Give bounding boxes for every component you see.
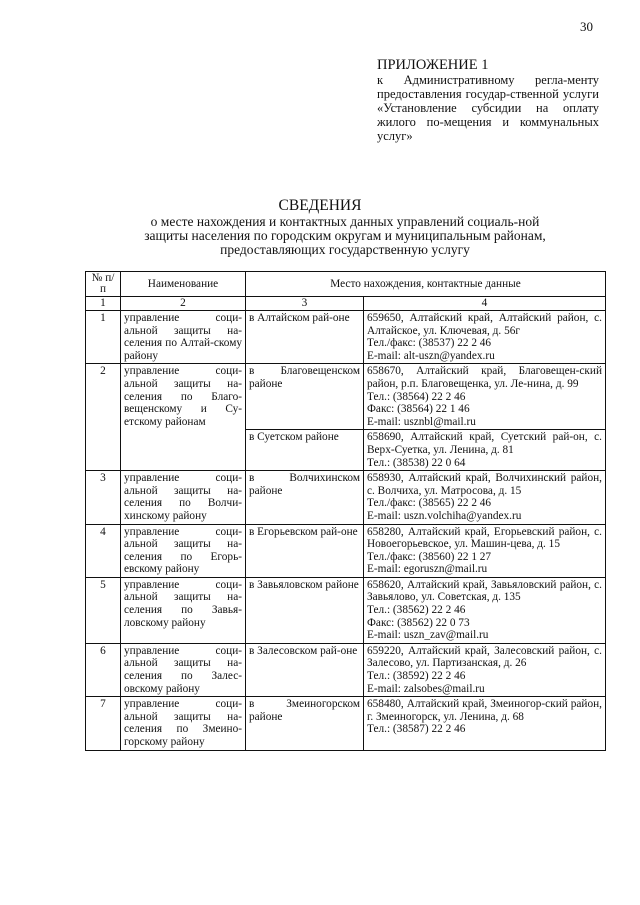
table-row bbox=[86, 577, 606, 643]
district: в Завьяловском районе bbox=[246, 577, 364, 643]
phone: Тел.: (38538) 22 0 64 bbox=[367, 456, 466, 469]
office-name: управление соци-альной защиты на-селения по Змеино-горскому району bbox=[121, 697, 246, 750]
table-header-row bbox=[86, 272, 606, 297]
office-name: управление соци-альной защиты на-селения по Завья-ловскому району bbox=[121, 577, 246, 643]
office-name: управление соци-альной защиты на-селения по Алтай-скому району bbox=[121, 311, 246, 364]
address: 658670, Алтайский край, Благовещен-ский район, р.п. Благовещенка, ул. Ле-нина, д. 99 bbox=[367, 365, 602, 390]
table-row bbox=[86, 643, 606, 696]
contacts-cell bbox=[364, 311, 606, 364]
phone: Тел.: (38562) 22 2 46 bbox=[367, 604, 466, 617]
address: 658930, Алтайский край, Волчихинский район, с. Волчиха, ул. Матросова, д. 15 bbox=[367, 472, 602, 497]
phone: Тел.: (38587) 22 2 46 bbox=[367, 723, 466, 736]
address: 658690, Алтайский край, Суетский рай-он, с. Верх-Суетка, ул. Ленина, д. 81 bbox=[367, 431, 602, 456]
header-location: Место нахождения, контактные данные bbox=[246, 272, 606, 297]
phone: Тел./факс: (38537) 22 2 46 bbox=[367, 337, 492, 350]
district: в Волчихинском районе bbox=[246, 471, 364, 524]
email: E-mail: egoruszn@mail.ru bbox=[367, 563, 488, 576]
office-name: управление соци-альной защиты на-селения по Благо-вещенскому и Су-етскому районам bbox=[121, 364, 246, 471]
office-name: управление соци-альной защиты на-селения по Егорь-евскому району bbox=[121, 524, 246, 577]
address: 658280, Алтайский край, Егорьевский район, с. Новоегорьевское, ул. Машин-цева, д. 15 bbox=[367, 525, 602, 551]
district: в Залесовском рай-оне bbox=[246, 643, 364, 696]
row-number: 4 bbox=[86, 524, 121, 577]
contacts-cell bbox=[364, 697, 606, 750]
contacts-cell bbox=[364, 471, 606, 524]
header-name: Наименование bbox=[121, 272, 246, 297]
column-number: 3 bbox=[246, 297, 364, 311]
contacts-cell bbox=[364, 577, 606, 643]
district: в Суетском районе bbox=[246, 430, 364, 471]
phone: Тел.: (38592) 22 2 46 bbox=[367, 670, 466, 683]
address: 659220, Алтайский край, Залесовский район, с. Залесово, ул. Партизанская, д. 26 bbox=[367, 644, 602, 670]
address: 659650, Алтайский край, Алтайский район, с. Алтайское, ул. Ключевая, д. 56г bbox=[367, 312, 602, 337]
table-row bbox=[86, 697, 606, 750]
office-name: управление соци-альной защиты на-селения по Волчи-хинскому району bbox=[121, 471, 246, 524]
email: E-mail: uszn.volchiha@yandex.ru bbox=[367, 509, 522, 522]
contacts-cell bbox=[364, 430, 606, 471]
appendix-title: ПРИЛОЖЕНИЕ 1 bbox=[377, 57, 489, 73]
row-number: 3 bbox=[86, 471, 121, 524]
district: в Егорьевском рай-оне bbox=[246, 524, 364, 577]
contacts-cell bbox=[364, 643, 606, 696]
phone: Тел./факс: (38565) 22 2 46 bbox=[367, 497, 492, 510]
offices-table bbox=[85, 271, 606, 751]
district: в Змеиногорском районе bbox=[246, 697, 364, 750]
row-number: 2 bbox=[86, 364, 121, 471]
email: E-mail: usznbl@mail.ru bbox=[367, 415, 476, 428]
row-number: 1 bbox=[86, 311, 121, 364]
address: 658620, Алтайский край, Завьяловский район, с. Завьялово, ул. Советская, д. 135 bbox=[367, 578, 602, 604]
fax: Факс: (38562) 22 0 73 bbox=[367, 616, 470, 629]
address: 658480, Алтайский край, Змеиногор-ский район, г. Змеиногорск, ул. Ленина, д. 68 bbox=[367, 698, 602, 723]
row-number: 6 bbox=[86, 643, 121, 696]
appendix-text: к Административному регла-менту предоставления государ-ственной услуги «Установление субсидии на оплату жилого по-мещения и коммунальных услуг» bbox=[377, 73, 599, 143]
row-number: 7 bbox=[86, 697, 121, 750]
table-row bbox=[86, 364, 606, 430]
email: E-mail: alt-uszn@yandex.ru bbox=[367, 349, 495, 362]
column-number: 4 bbox=[364, 297, 606, 311]
row-number: 5 bbox=[86, 577, 121, 643]
table-row bbox=[86, 471, 606, 524]
contacts-cell bbox=[364, 364, 606, 430]
document-subtitle: о месте нахождения и контактных данных управлений социаль-ной защиты населения по городским округам и муниципальным районам, предоставляющих государственную услугу bbox=[144, 214, 546, 257]
district: в Алтайском рай-оне bbox=[246, 311, 364, 364]
phone: Тел./факс: (38560) 22 1 27 bbox=[367, 550, 492, 563]
column-number: 2 bbox=[121, 297, 246, 311]
appendix-block bbox=[377, 57, 599, 143]
column-number: 1 bbox=[86, 297, 121, 311]
fax: Факс: (38564) 22 1 46 bbox=[367, 403, 470, 416]
office-name: управление соци-альной защиты на-селения по Залес-овскому району bbox=[121, 643, 246, 696]
header-num: № п/п bbox=[86, 272, 121, 297]
column-number-row bbox=[86, 297, 606, 311]
table-row bbox=[86, 524, 606, 577]
document-title: СВЕДЕНИЯ bbox=[278, 197, 362, 214]
email: E-mail: zalsobes@mail.ru bbox=[367, 682, 485, 695]
email: E-mail: uszn_zav@mail.ru bbox=[367, 629, 489, 642]
contacts-cell bbox=[364, 524, 606, 577]
table-row bbox=[86, 311, 606, 364]
phone: Тел.: (38564) 22 2 46 bbox=[367, 390, 466, 403]
page-number: 30 bbox=[580, 19, 593, 34]
district: в Благовещенском районе bbox=[246, 364, 364, 430]
